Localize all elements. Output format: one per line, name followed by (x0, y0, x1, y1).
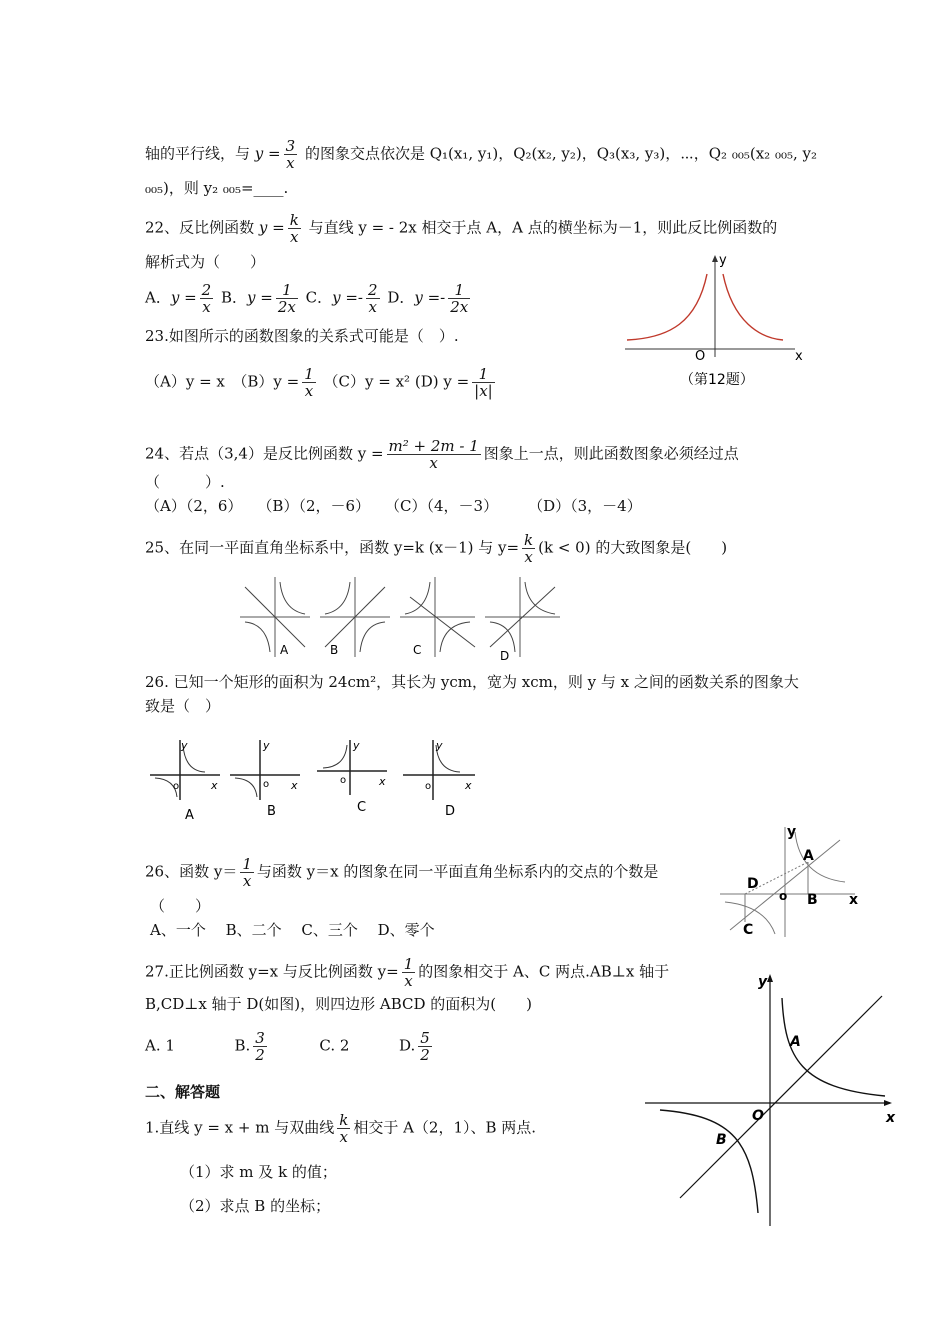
q22-line2: 解析式为（ ） (145, 253, 266, 271)
q26b-line2: （ ） (150, 897, 211, 915)
svg-text:x: x (379, 775, 386, 788)
svg-text:x: x (291, 779, 298, 792)
svg-text:B: B (267, 804, 276, 819)
q21-fraction: $\frac{3}{x}$ (285, 137, 296, 172)
q21-text-pre: 轴的平行线，与 (145, 144, 251, 163)
svg-text:A: A (790, 1034, 801, 1050)
svg-text:A: A (803, 848, 814, 864)
q26a-figures (145, 735, 485, 825)
svg-text:x: x (211, 779, 218, 792)
q23-axis-x-label: x (795, 349, 803, 364)
svg-text:y: y (436, 739, 443, 752)
q27-line1: 27.正比例函数 y=x 与反比例函数 y= $\frac{1}{x}$ 的图象相交于 A、C 两点.AB⊥x 轴于 (145, 955, 670, 990)
q23-origin-label: O (695, 349, 706, 364)
svg-text:A: A (185, 808, 194, 823)
q21-text-post: 的图象交点依次是 Q₁(x₁, y₁)，Q₂(x₂, y₂)，Q₃(x₃, y₃)，⋯，Q₂ ₀₀₅(x₂ ₀₀₅, y₂ (304, 144, 818, 163)
q27-options: A. 1 B. $\frac{3}{2}$ C. 2 D. $\frac{5}{2}$ (145, 1029, 430, 1064)
svg-text:x: x (465, 779, 472, 792)
svg-text:A: A (280, 643, 289, 657)
q21-line2: ₀₀₅)，则 y₂ ₀₀₅=____. (145, 179, 289, 197)
svg-text:y: y (787, 824, 797, 840)
q22-options: A．y = $\frac{2}{x}$ B．y = $\frac{1}{2x}$ C．y =- $\frac{2}{x}$ D．y =- $\frac{1}{2x}$ (145, 281, 469, 316)
section2-sub2: （2）求点 B 的坐标； (180, 1197, 331, 1215)
q26b-options: A、一个 B、二个 C、三个 D、零个 (150, 921, 435, 939)
svg-text:B: B (716, 1132, 727, 1148)
svg-text:O: O (752, 1108, 764, 1124)
q26a-graph-b (230, 739, 300, 819)
svg-text:y: y (353, 739, 360, 752)
q25-graph-a (240, 577, 310, 657)
q26a-graph-d (403, 739, 475, 819)
svg-text:o: o (263, 779, 270, 790)
svg-text:o: o (340, 775, 347, 786)
q26b-line1: 26、函数 y＝ $\frac{1}{x}$ 与函数 y＝x 的图象在同一平面直角坐标系内的交点的个数是 (145, 855, 659, 890)
svg-text:C: C (413, 643, 422, 657)
svg-text:x: x (886, 1110, 896, 1126)
q24-options: （A）（2，6） （B）（2，－6） （C）（4，－3） （D）（3，－4） (145, 497, 642, 515)
q22-line1: 22、反比例函数 y = $\frac{k}{x}$ 与直线 y = - 2x 相交于点 A，A 点的横坐标为－1，则此反比例函数的 (145, 211, 778, 246)
section2-sub1: （1）求 m 及 k 的值； (180, 1163, 337, 1181)
svg-text:D: D (445, 804, 456, 819)
q25-graph-c (400, 577, 475, 657)
q25-question: 25、在同一平面直角坐标系中，函数 y=k (x－1) 与 y= $\frac{k}{x}$ (k < 0) 的大致图象是( ) (145, 531, 728, 566)
q21-line1: 轴的平行线，与 y = $\frac{3}{x}$ 的图象交点依次是 Q₁(x₁, y₁)，Q₂(x₂, y₂)，Q₃(x₃, y₃)，⋯，Q₂ ₀₀₅(x₂ ₀₀₅, y₂ (145, 137, 818, 172)
q23-figure (615, 252, 815, 392)
section2-title: 二、解答题 (145, 1083, 221, 1101)
svg-text:o: o (425, 781, 432, 792)
q26b-figure (715, 822, 865, 942)
section2-figure (640, 968, 900, 1228)
q24-line1: 24、若点（3,4）是反比例函数 y = $\frac{\text{m² + 2m - 1}}{x}$ 图象上一点，则此函数图象必须经过点 (145, 437, 739, 472)
svg-text:D: D (747, 876, 759, 892)
q24-line2: （ ）. (145, 473, 225, 491)
q25-figures (235, 572, 575, 662)
svg-text:D: D (500, 649, 510, 663)
svg-text:B: B (807, 892, 818, 908)
q26a-line1: 26. 已知一个矩形的面积为 24cm²，其长为 ycm，宽为 xcm，则 y 与 x 之间的函数关系的图象大 (145, 673, 799, 691)
q25-graph-d (485, 577, 560, 663)
q26a-graph-c (317, 739, 387, 815)
svg-text:C: C (357, 800, 367, 815)
q26a-line2: 致是（ ） (145, 697, 221, 715)
svg-text:x: x (849, 892, 859, 908)
q26a-graph-a (150, 739, 220, 823)
q22-fraction: $\frac{k}{x}$ (289, 211, 299, 246)
svg-text:y: y (181, 739, 188, 752)
q23-options: （A）y = x （B）y = $\frac{1}{x}$ （C）y = x² (D) y = $\frac{1}{|x|}$ (145, 365, 493, 400)
svg-text:B: B (330, 643, 339, 657)
svg-text:y: y (758, 974, 768, 990)
svg-text:o: o (779, 889, 788, 903)
q23-caption: （第12题） (680, 372, 754, 388)
svg-text:C: C (743, 922, 754, 938)
q25-graph-b (320, 577, 390, 657)
section2-q1: 1.直线 y = x + m 与双曲线 $\frac{k}{x}$ 相交于 A（2，1）、B 两点. (145, 1111, 537, 1146)
q23-axis-y-label: y (719, 253, 727, 268)
q23-question: 23.如图所示的函数图象的关系式可能是（ ）. (145, 327, 459, 345)
q27-line2: B,CD⊥x 轴于 D(如图)，则四边形 ABCD 的面积为( ) (145, 995, 533, 1013)
svg-text:o: o (173, 781, 180, 792)
svg-text:y: y (263, 739, 270, 752)
